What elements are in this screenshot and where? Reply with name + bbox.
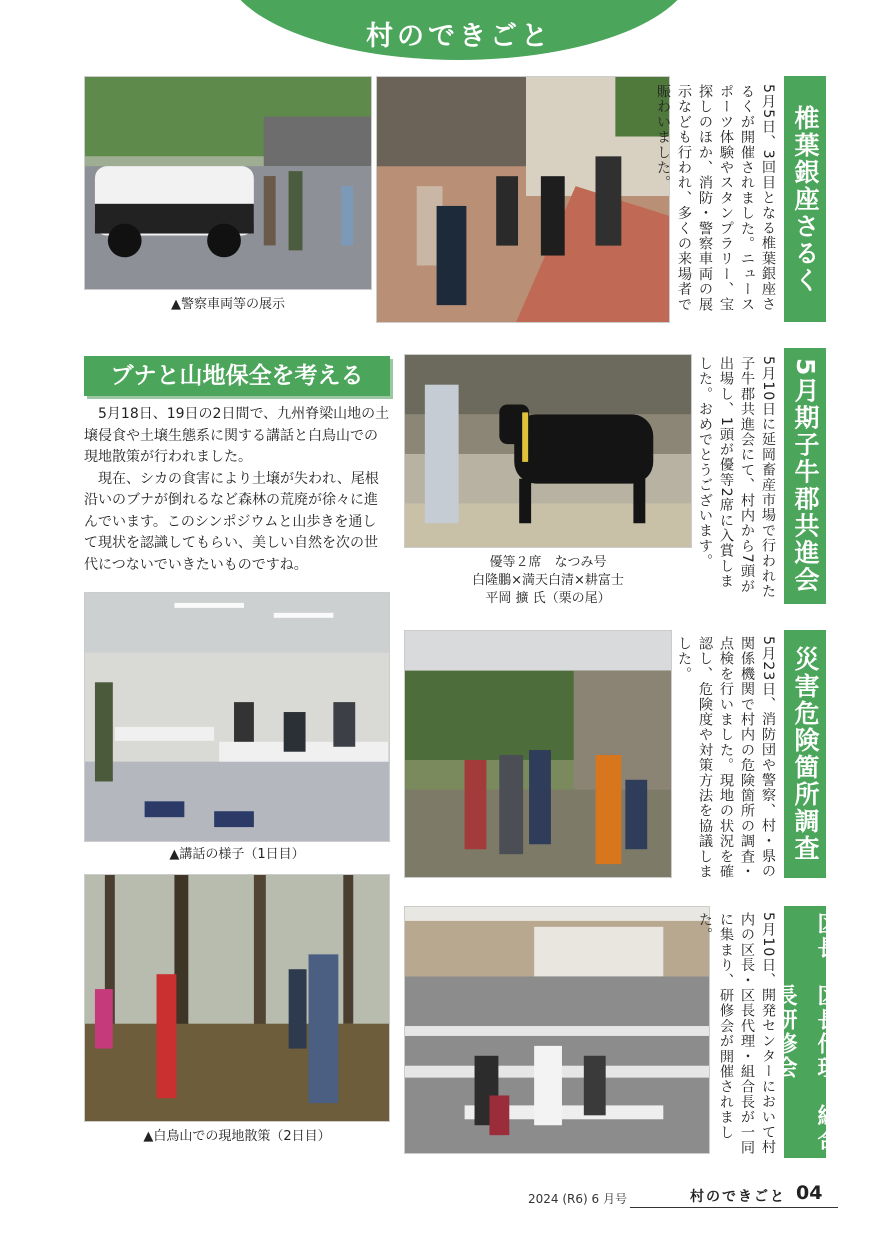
calf-caption-line-1: 優等２席 なつみ号 — [489, 555, 607, 570]
shiiba-ginza-street-photo — [376, 76, 670, 323]
kucho-title: 区長・区長代理・組合長研修会 — [784, 906, 826, 1158]
police-vehicle-photo — [84, 76, 372, 290]
issue-label: 2024 (R6) 6 月号 — [528, 1192, 627, 1206]
lecture-caption: ▲講話の様子（1日目） — [169, 847, 305, 862]
disaster-title: 災害危険箇所調査 — [784, 630, 826, 878]
calf-caption-line-3: 平岡 擴 氏（栗の尾） — [485, 591, 611, 606]
buna-title: ブナと山地保全を考える — [84, 356, 390, 396]
footer-rule — [630, 1207, 838, 1208]
mountain-walk-photo — [84, 874, 390, 1122]
calf-photo — [404, 354, 692, 548]
kucho-body: 5月10日、開発センターにおいて村内の区長・区長代理・組合長が一同に集まり、研修会が開催されました。 — [697, 912, 776, 1156]
shiiba-ginza-title: 椎葉銀座さるく — [784, 76, 826, 322]
buna-paragraph-2: 現在、シカの食害により土壌が失われ、尾根沿いのブナが倒れるなど森林の荒廃が徐々に進んでいます。このシンポジウムと山歩きを通して現状を認識してもらい、美しい自然を次の世代につないでいきたいものですね。 — [84, 470, 379, 573]
training-session-photo — [404, 906, 710, 1154]
cattle-title: 5月期子牛郡共進会 — [784, 348, 826, 604]
police-vehicle-caption: ▲警察車両等の展示 — [171, 297, 285, 312]
buna-body — [84, 404, 390, 576]
disaster-survey-photo — [404, 630, 672, 878]
calf-caption-line-2: 白隆鵬×満天白清×耕富士 — [472, 573, 624, 588]
buna-paragraph-1: 5月18日、19日の2日間で、九州脊梁山地の土壌侵食や土壌生態系に関する講話と白鳥山での現地散策が行われました。 — [84, 406, 390, 465]
page-number: 04 — [796, 1182, 823, 1204]
footer-section: 村のできごと — [690, 1189, 786, 1205]
mountain-walk-caption: ▲白鳥山での現地散策（2日目） — [143, 1129, 331, 1144]
page-title: 村のできごと — [366, 21, 552, 52]
shiiba-ginza-body: 5月5日、3回目となる椎葉銀座さるくが開催されました。ニュースポーツ体験やスタンプラリー、宝探しのほか、消防・警察車両の展示なども行われ、多くの来場者で賑わいました。 — [655, 84, 776, 312]
lecture-photo — [84, 592, 390, 842]
cattle-body: 5月10日に延岡畜産市場で行われた子牛郡共進会にて、村内から7頭が出場し、1頭が優等2席に入賞しました。おめでとうございます。 — [697, 356, 776, 599]
calf-caption — [404, 554, 692, 608]
disaster-body: 5月23日、消防団や警察、村・県の関係機関で村内の危険箇所の調査・点検を行いました。現地の状況を確認し、危険度や対策方法を協議しました。 — [676, 636, 776, 880]
